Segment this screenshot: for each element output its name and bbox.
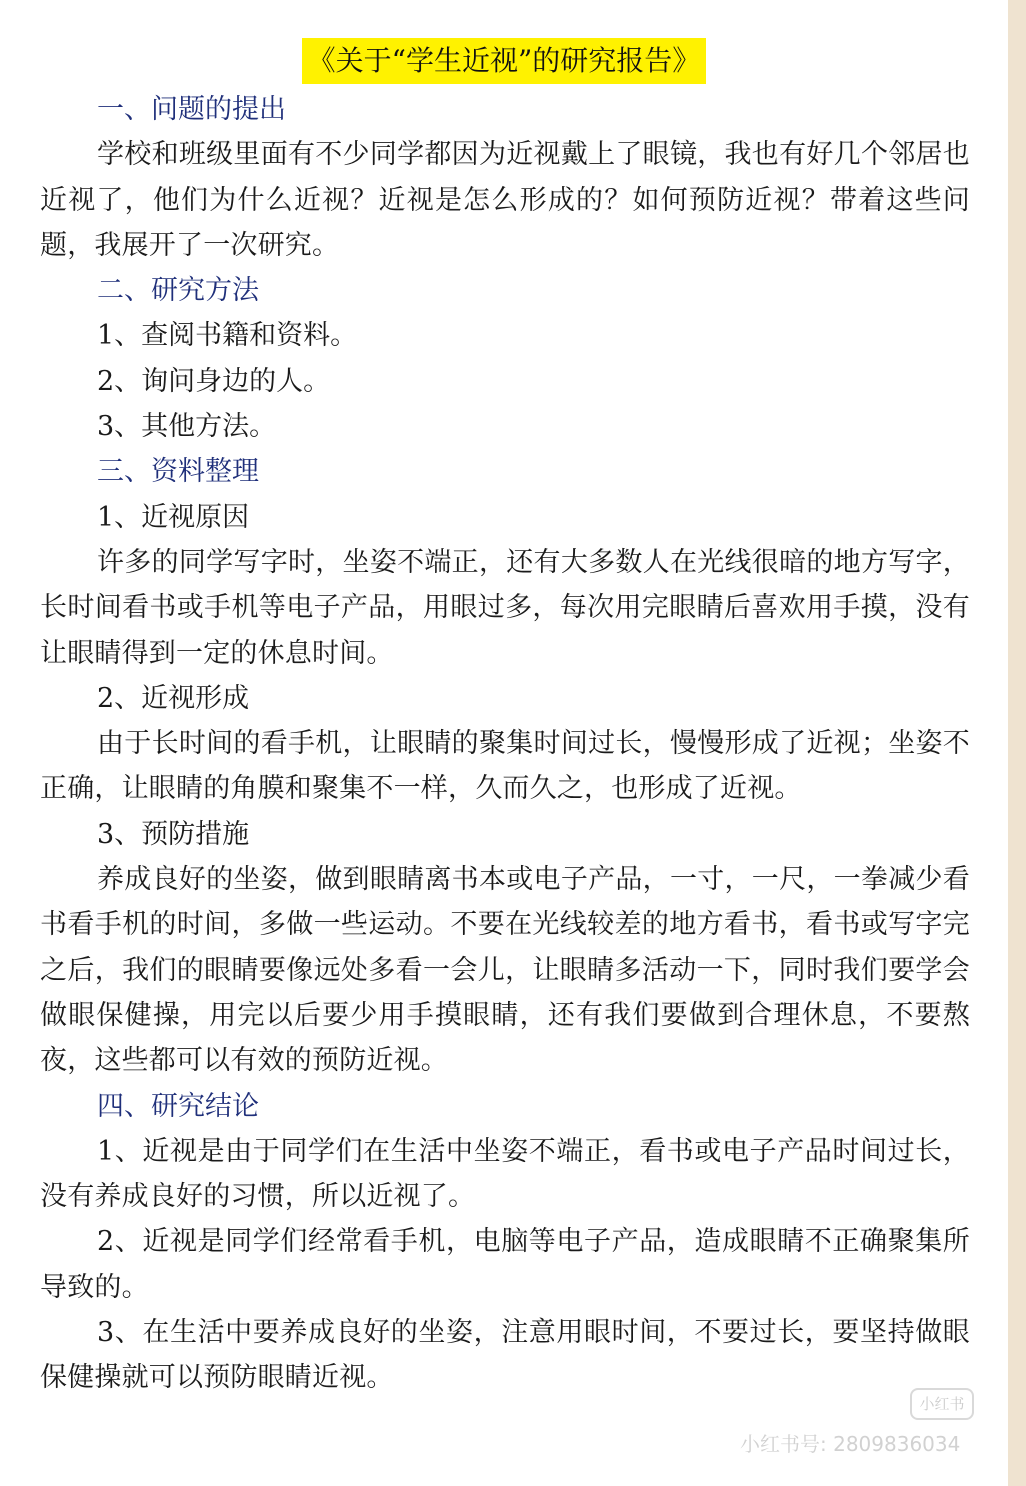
prevention-paragraph: 养成良好的坐姿，做到眼睛离书本或电子产品，一寸，一尺，一拳减少看书看手机的时间，多做一些运动。不要在光线较差的地方看书，看书或写字完之后，我们的眼睛要像远处多看一会儿，让眼睛多活动一下，同时我们要学会做眼保健操，用完以后要少用手摸眼睛，还有我们要做到合理休息，不要熬夜，这些都可以有效的预防近视。 xyxy=(40,864,970,1077)
section-heading-conclusion: 四、研究结论 xyxy=(97,1090,259,1122)
formation-paragraph: 由于长时间的看手机，让眼睛的聚集时间过长，慢慢形成了近视；坐姿不正确，让眼睛的角膜和聚集不一样，久而久之，也形成了近视。 xyxy=(40,728,970,805)
subsection-title-prevention: 3、预防措施 xyxy=(97,818,250,850)
watermark-logo: 小红书 xyxy=(910,1388,974,1420)
conclusion-paragraph: 2、近视是同学们经常看手机，电脑等电子产品，造成眼睛不正确聚集所导致的。 xyxy=(40,1226,970,1303)
conclusion-paragraph: 1、近视是由于同学们在生活中坐姿不端正，看书或电子产品时间过长，没有养成良好的习惯，所以近视了。 xyxy=(40,1135,970,1213)
report-title: 《关于“学生近视”的研究报告》 xyxy=(302,38,707,84)
subsection-title-formation: 2、近视形成 xyxy=(97,682,250,714)
section-heading-problem: 一、问题的提出 xyxy=(97,94,286,125)
problem-paragraph: 学校和班级里面有不少同学都因为近视戴上了眼镜，我也有好几个邻居也近视了，他们为什么近视？近视是怎么形成的？如何预防近视？带着这些问题，我展开了一次研究。 xyxy=(40,139,970,261)
method-item: 3、其他方法。 xyxy=(97,411,277,443)
cause-paragraph: 许多的同学写字时，坐姿不端正，还有大多数人在光线很暗的地方写字，长时间看书或手机等电子产品，用眼过多，每次用完眼睛后喜欢用手摸，没有让眼睛得到一定的休息时间。 xyxy=(40,546,970,669)
section-heading-data: 三、资料整理 xyxy=(97,456,259,488)
subsection-title-cause: 1、近视原因 xyxy=(97,501,250,533)
method-item: 2、询问身边的人。 xyxy=(97,365,331,397)
report-body xyxy=(40,87,970,1401)
section-heading-method: 二、研究方法 xyxy=(97,275,259,307)
conclusion-paragraph: 3、在生活中要养成良好的坐姿，注意用眼时间，不要过长，要坚持做眼保健操就可以预防眼睛近视。 xyxy=(40,1317,970,1394)
method-item: 1、查阅书籍和资料。 xyxy=(97,320,358,352)
title-container xyxy=(0,38,1008,84)
watermark-text: 小红书号: 2809836034 xyxy=(740,1432,961,1456)
